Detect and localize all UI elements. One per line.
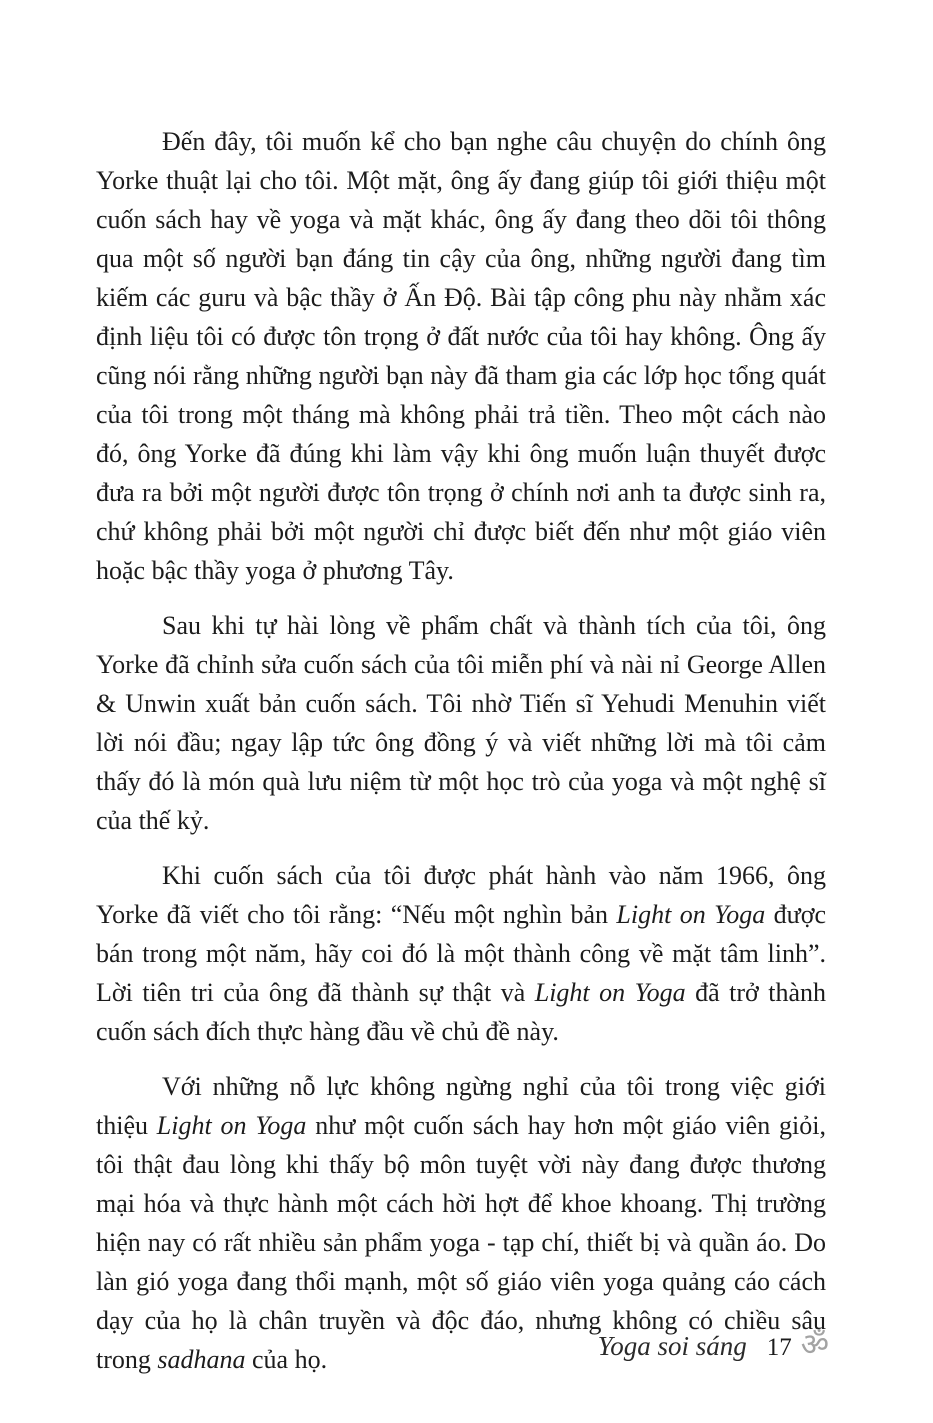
- text-run: đã trở thành cuốn sách đích thực hàng đầu về chủ đề này.: [96, 978, 827, 1046]
- om-icon: ॐ: [800, 1327, 829, 1363]
- running-title: Yoga soi sáng: [597, 1331, 747, 1361]
- paragraph: [96, 606, 826, 840]
- text-block: [96, 122, 826, 1395]
- text-run: Đến đây, tôi muốn kể cho bạn nghe câu chuyện do chính ông Yorke thuật lại cho tôi. Một mặt, ông ấy đang giúp tôi giới thiệu một cuốn sách hay về yoga và mặt khác, ông ấy đang theo dõi tôi thông qua một số người bạn đáng tin cậy của ông, những người đang tìm kiếm các guru và bậc thầy ở Ấn Độ. Bài tập công phu này nhằm xác định liệu tôi có được tôn trọng ở đất nước của tôi hay không. Ông ấy cũng nói rằng những người bạn này đã tham gia các lớp học tổng quát của tôi trong một tháng mà không phải trả tiền. Theo một cách nào đó, ông Yorke đã đúng khi làm vậy khi ông muốn luận thuyết được đưa ra bởi một người được tôn trọng ở chính nơi anh ta được sinh ra, chứ không phải bởi một người chỉ được biết đến như một giáo viên hoặc bậc thầy yoga ở phương Tây.: [96, 127, 826, 585]
- text-run: của họ.: [245, 1345, 328, 1374]
- text-run: Với những nỗ lực không ngừng nghỉ của tôi trong việc giới thiệu: [96, 1072, 826, 1140]
- text-run: được bán trong một năm, hãy coi đó là một thành công về mặt tâm linh”. Lời tiên tri của ông đã thành sự thật và: [96, 900, 826, 1007]
- italic-text-run: Light on Yoga: [616, 900, 766, 929]
- paragraph: [96, 122, 826, 590]
- text-run: Khi cuốn sách của tôi được phát hành vào năm 1966, ông Yorke đã viết cho tôi rằng: “Nếu một nghìn bản: [96, 861, 826, 929]
- page-footer: [597, 1327, 829, 1363]
- italic-text-run: Light on Yoga: [534, 978, 686, 1007]
- italic-text-run: sadhana: [157, 1345, 246, 1374]
- text-run: như một cuốn sách hay hơn một giáo viên giỏi, tôi thật đau lòng khi thấy bộ môn tuyệt vời này đang được thương mại hóa và thực hành một cách hời hợt để khoe khoang. Thị trường hiện nay có rất nhiều sản phẩm yoga - tạp chí, thiết bị và quần áo. Do làn gió yoga đang thổi mạnh, một số giáo viên yoga quảng cáo cách dạy của họ là chân truyền và độc đáo, nhưng không có chiều sâu trong: [96, 1111, 826, 1374]
- page-number: 17: [766, 1334, 792, 1361]
- paragraph: [96, 856, 826, 1051]
- italic-text-run: Light on Yoga: [156, 1111, 307, 1140]
- text-run: Sau khi tự hài lòng về phẩm chất và thành tích của tôi, ông Yorke đã chỉnh sửa cuốn sách của tôi miễn phí và nài nỉ George Allen & Unwin xuất bản cuốn sách. Tôi nhờ Tiến sĩ Yehudi Menuhin viết lời nói đầu; ngay lập tức ông đồng ý và viết những lời mà tôi cảm thấy đó là món quà lưu niệm từ một học trò của yoga và một nghệ sĩ của thế kỷ.: [96, 611, 826, 835]
